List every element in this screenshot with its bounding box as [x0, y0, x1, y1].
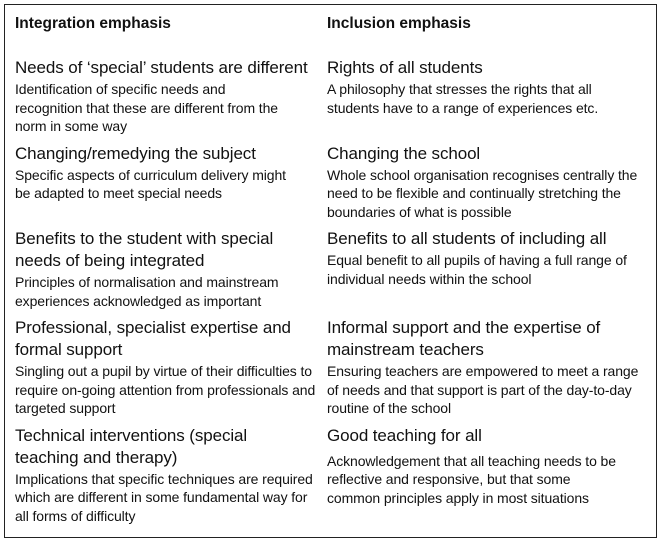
cell-description: Whole school organisation recognises centrally the need to be flexible and continually stretching the boundaries of what is possible [327, 166, 638, 220]
cell-description: A philosophy that stresses the rights that all students have to a range of experiences etc. [327, 81, 599, 116]
row-3-integration [15, 228, 317, 310]
cell-description: Identification of specific needs and recognition that these are different from the norm in some way [15, 81, 278, 134]
cell-title: Professional, specialist expertise and formal support [15, 318, 291, 359]
row-1-integration [15, 57, 317, 136]
header-inclusion: Inclusion emphasis [327, 15, 471, 32]
row-5-integration [15, 425, 317, 526]
row-3-inclusion [327, 228, 647, 310]
cell-title: Informal support and the expertise of mainstream teachers [327, 318, 601, 359]
cell-description: Singling out a pupil by virtue of their difficulties to require on-going attention from professionals and targeted support [15, 363, 316, 416]
cell-description: Acknowledgement that all teaching needs to be reflective and responsive, but that some common principles apply in most situations [327, 452, 616, 506]
row-2-inclusion [327, 143, 647, 222]
cell-title: Rights of all students [327, 58, 483, 77]
row-2-integration [15, 143, 317, 222]
cell-description: Equal benefit to all pupils of having a full range of individual needs within the school [327, 252, 627, 287]
comparison-table [15, 14, 650, 525]
cell-title: Technical interventions (special teaching and therapy) [15, 425, 248, 467]
cell-description: Ensuring teachers are empowered to meet a range of needs and that support is part of the day-to-day routine of the school [327, 363, 639, 416]
cell-title: Needs of ‘special’ students are different [15, 58, 308, 77]
row-5-inclusion [327, 425, 647, 526]
cell-title: Changing the school [327, 143, 481, 163]
cell-title: Changing/remedying the subject [15, 143, 256, 163]
cell-title: Benefits to the student with special needs of being integrated [15, 229, 274, 270]
row-4-integration [15, 317, 317, 418]
row-4-inclusion [327, 317, 647, 418]
table-border [4, 4, 657, 538]
row-1-inclusion [327, 57, 647, 136]
header-integration: Integration emphasis [15, 15, 171, 32]
cell-description: Principles of normalisation and mainstream experiences acknowledged as important [15, 274, 279, 309]
cell-description: Implications that specific techniques are required which are different in some fundamental way for all forms of difficulty [15, 470, 313, 524]
cell-title: Good teaching for all [327, 425, 482, 445]
cell-title: Benefits to all students of including all [327, 229, 607, 248]
cell-description: Specific aspects of curriculum delivery might be adapted to meet special needs [15, 166, 286, 201]
